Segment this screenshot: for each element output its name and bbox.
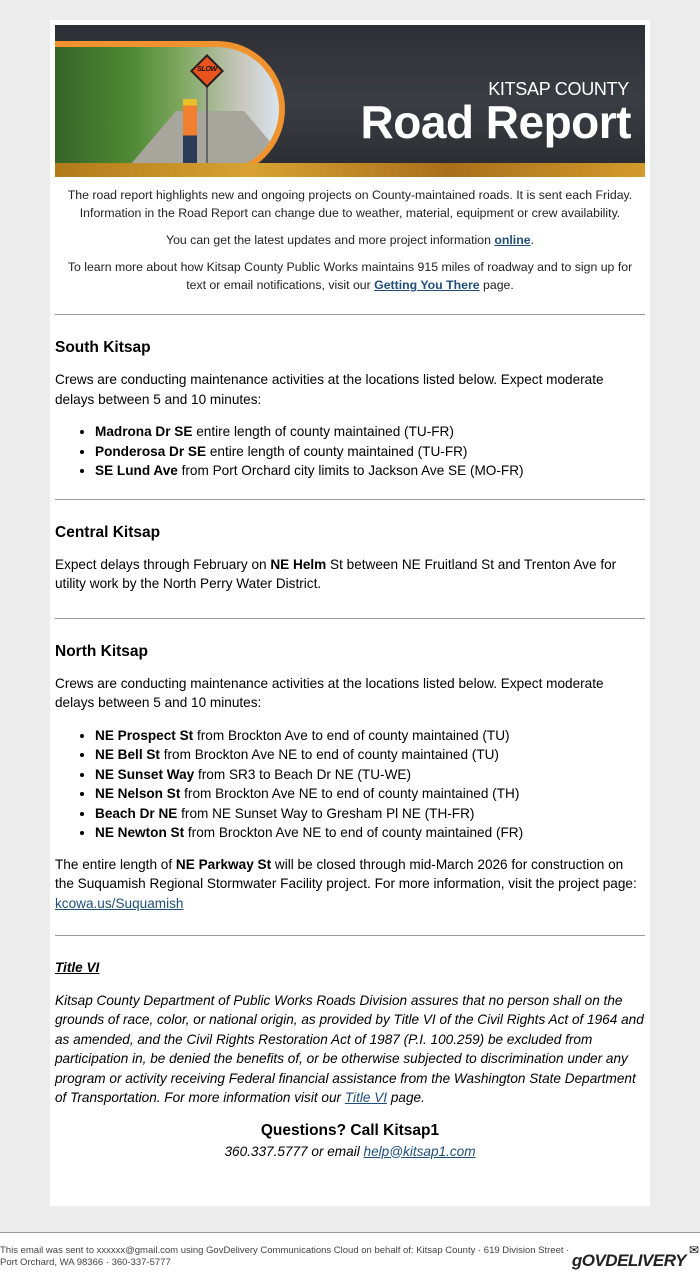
title-vi-link[interactable]: Title VI: [344, 1090, 388, 1105]
divider: [55, 314, 645, 315]
section-heading: Central Kitsap: [55, 523, 161, 541]
header-banner: [55, 25, 645, 177]
email-body: [50, 20, 650, 1206]
south-kitsap-section: South Kitsap Crews are conducting maintenance activities at the locations listed below. Expect moderate delays between 5 and 10 minutes: • Madrona Dr SE entire length of county maintained (TU-FR) • Ponderosa Dr SE entire length of county maintained (TU-FR) • SE Lund Ave from Port Orchard city limits to Jackson Ave SE (MO-FR): [55, 339, 645, 481]
list-item: • Madrona Dr SE entire length of county maintained (TU-FR): [95, 422, 645, 442]
list-item: • NE Newton St from Brockton Ave NE to end of county maintained (FR): [95, 823, 645, 843]
divider: [55, 499, 645, 500]
south-list: [95, 422, 645, 481]
banner-title: Road Report: [360, 96, 631, 148]
online-link[interactable]: online: [494, 233, 531, 247]
list-item: • NE Bell St from Brockton Ave NE to end of county maintained (TU): [95, 745, 645, 765]
divider: [55, 618, 645, 619]
list-item: • SE Lund Ave from Port Orchard city limits to Jackson Ave SE (MO-FR): [95, 461, 645, 481]
list-item: • Beach Dr NE from NE Sunset Way to Gresham Pl NE (TH-FR): [95, 804, 645, 824]
suquamish-link[interactable]: kcowa.us/Suquamish: [55, 895, 184, 911]
north-kitsap-section: North Kitsap Crews are conducting maintenance activities at the locations listed below. Expect moderate delays between 5 and 10 minutes: • NE Prospect St from Brockton Ave to end of county maintained (TU) • NE Bell St from Brockton Ave NE to end of county maintained (TU) • NE Sunset Way from SR3 to Beach Dr NE (TU-WE) • NE Nelson St from Brockton Ave NE to end of county maintained (TH) • Beach Dr NE from NE Sunset Way to Gresham Pl NE (TH-FR) • NE Newton St from Brockton Ave NE to end of county maintained (FR) The entire length of NE Parkway St will be closed through mid-March 2026 for construction on the Suquamish Regional Stormwater Facility project. For more information, visit the project page: kcowa.us/Suquamish: [55, 643, 645, 914]
title-vi-section: Title VI Kitsap County Department of Public Works Roads Division assures that no person shall on the grounds of race, color, or national origin, as provided by Title VI of the Civil Rights Act of 1964 and as amended, and the Civil Rights Restoration Act of 1987 (P.I. 100.259) be excluded from participation in, be denied the benefits of, or be otherwise subjected to discrimination under any program or activity receiving Federal financial assistance from the Washington State Department of Transportation. For more information visit our Title VI page.: [55, 960, 644, 1105]
divider: [55, 935, 645, 936]
title-vi-heading: Title VI: [55, 960, 100, 975]
slow-sign-text: SLOW: [197, 66, 217, 73]
getting-you-there-link[interactable]: Getting You There: [374, 278, 480, 292]
banner-photo: [55, 41, 285, 177]
list-item: • NE Nelson St from Brockton Ave NE to end of county maintained (TH): [95, 784, 645, 804]
footer-text: This email was sent to xxxxxx@gmail.com using GovDelivery Communications Cloud on behalf of: Kitsap County · 619 Division Street · Port Orchard, WA 98366 · 360-337-5777: [0, 1245, 570, 1268]
footer: [0, 1232, 700, 1274]
section-heading: South Kitsap: [55, 339, 151, 356]
banner-county: KITSAP COUNTY: [488, 79, 629, 99]
section-heading: North Kitsap: [55, 642, 148, 660]
email-link[interactable]: help@kitsap1.com: [363, 1143, 476, 1159]
govdelivery-logo[interactable]: gOVDELIVERY: [571, 1251, 686, 1270]
questions-heading: Questions? Call Kitsap1: [260, 1121, 440, 1139]
central-kitsap-section: Central Kitsap Expect delays through February on NE Helm St between NE Fruitland St and Trenton Ave for utility work by the North Perry Water District.: [55, 524, 645, 594]
list-item: • Ponderosa Dr SE entire length of county maintained (TU-FR): [95, 442, 645, 462]
intro-text: The road report highlights new and ongoing projects on County-maintained roads. It is sent each Friday. Information in the Road Report can change due to weather, material, equipment or crew availability.: [67, 188, 633, 220]
intro: The road report highlights new and ongoing projects on County-maintained roads. It is sent each Friday. Information in the Road Report can change due to weather, material, equipment or crew availability. You can get the latest updates and more project information online. To learn more about how Kitsap County Public Works maintains 915 miles of roadway and to sign up for text or email notifications, visit our Getting You There page.: [55, 186, 645, 294]
list-item: • NE Sunset Way from SR3 to Beach Dr NE (TU-WE): [95, 765, 645, 785]
north-list: [95, 726, 645, 843]
questions-section: Questions? Call Kitsap1 360.337.5777 or email help@kitsap1.com: [55, 1122, 645, 1159]
list-item: • NE Prospect St from Brockton Ave to end of county maintained (TU): [95, 726, 645, 746]
envelope-icon: ✉: [688, 1243, 699, 1257]
